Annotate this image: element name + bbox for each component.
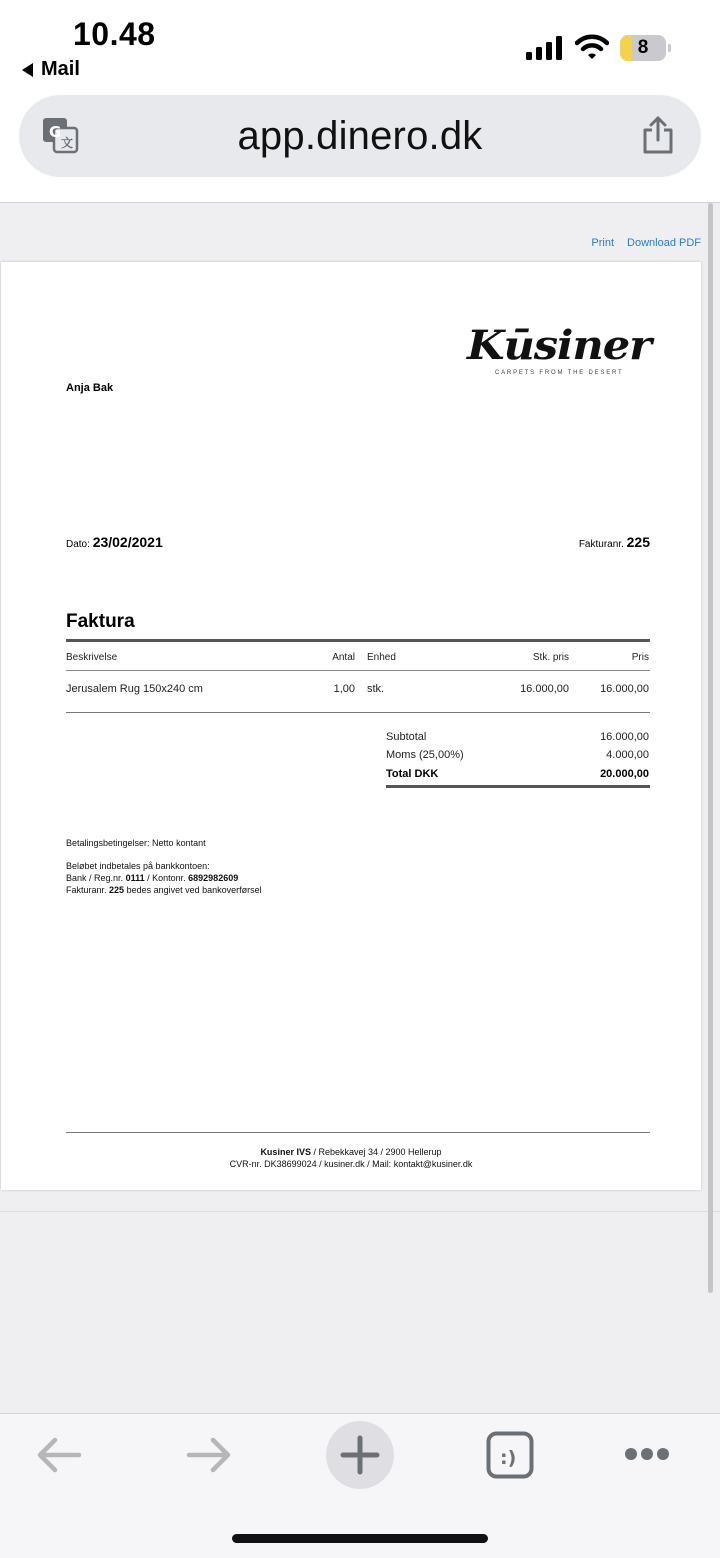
company-logo: [467, 324, 649, 384]
invoice-title: Faktura: [66, 611, 135, 632]
column-description: Beskrivelse: [66, 652, 118, 663]
subtotal-label: Subtotal: [386, 731, 427, 743]
battery-level: 8: [637, 37, 649, 58]
totals-rule: [386, 785, 650, 788]
column-quantity: Antal: [332, 652, 355, 663]
footer-contact: CVR-nr. DK38699024 / kusiner.dk / Mail: kontakt@kusiner.dk: [229, 1159, 473, 1169]
line-price: 16.000,00: [600, 683, 649, 695]
browser-bottom-bar: [0, 1413, 720, 1558]
reference-suffix: bedes angivet ved bankoverførsel: [126, 885, 262, 895]
arrow-left-icon[interactable]: [36, 1436, 82, 1474]
column-price: Pris: [631, 652, 649, 663]
back-to-mail-button[interactable]: [22, 58, 80, 81]
translate-icon[interactable]: [41, 116, 79, 154]
plus-icon: [326, 1421, 394, 1489]
invoice-viewer: [0, 203, 720, 1413]
footer-address: [1, 1147, 701, 1157]
back-app-label: Mail: [41, 58, 80, 80]
cellular-signal-icon: [526, 36, 564, 60]
account-prefix: / Kontonr.: [147, 873, 186, 883]
reg-number: 0111: [125, 873, 145, 883]
reference-prefix: Fakturanr.: [66, 885, 107, 895]
footer-address-text: / Rebekkavej 34 / 2900 Hellerup: [313, 1147, 442, 1157]
vat-value: 4.000,00: [606, 749, 649, 761]
bank-account-line: [66, 872, 262, 884]
reference-number: 225: [109, 885, 125, 895]
line-unit-price: 16.000,00: [520, 683, 569, 695]
tabs-icon[interactable]: [486, 1431, 534, 1479]
table-bottom-rule: [66, 712, 650, 713]
pay-to-label: Beløbet indbetales på bankkontoen:: [66, 861, 210, 871]
date-value: 23/02/2021: [92, 534, 163, 550]
payment-reference-line: [66, 884, 262, 896]
customer-name: Anja Bak: [66, 382, 114, 394]
table-header-rule: [66, 670, 650, 671]
account-number: 6892982609: [188, 873, 239, 883]
line-quantity: 1,00: [333, 683, 355, 695]
total-value: 20.000,00: [600, 768, 649, 780]
viewer-divider: [0, 1211, 720, 1212]
bank-info: [66, 860, 262, 896]
svg-text::): :): [500, 1447, 517, 1469]
download-pdf-link[interactable]: Download PDF: [627, 237, 701, 249]
svg-text:G: G: [49, 123, 62, 141]
status-time: 10.48: [73, 16, 156, 52]
payment-terms: Betalingsbetingelser: Netto kontant: [66, 838, 206, 848]
column-unit: Enhed: [367, 652, 396, 663]
status-bar: [0, 0, 720, 90]
invoice-number-value: 225: [626, 534, 650, 550]
battery-icon: [620, 35, 672, 61]
new-tab-button[interactable]: [326, 1421, 394, 1489]
viewer-toolbar: [591, 237, 701, 249]
back-triangle-icon: [22, 63, 33, 77]
wifi-icon: [575, 34, 609, 60]
more-icon[interactable]: [624, 1447, 670, 1461]
url-text[interactable]: app.dinero.dk: [237, 114, 483, 158]
logo-wordmark: Kūsiner: [467, 322, 651, 369]
svg-text:文: 文: [61, 136, 74, 150]
arrow-right-icon[interactable]: [186, 1436, 232, 1474]
line-unit: stk.: [367, 683, 385, 695]
subtotal-value: 16.000,00: [600, 731, 649, 743]
scrollbar[interactable]: [708, 203, 713, 1293]
address-bar[interactable]: [19, 95, 701, 177]
logo-tagline: CARPETS FROM THE DESERT: [495, 370, 624, 376]
invoice-number-label: Fakturanr.: [578, 539, 624, 550]
vat-label: Moms (25,00%): [386, 749, 464, 761]
footer-company: Kusiner IVS: [260, 1147, 311, 1157]
invoice-number: [579, 534, 650, 550]
footer-rule: [66, 1132, 650, 1133]
table-top-rule: [66, 639, 650, 642]
line-description: Jerusalem Rug 150x240 cm: [66, 683, 203, 695]
invoice-page: [1, 262, 701, 1190]
bank-prefix: Bank / Reg.nr.: [66, 873, 124, 883]
total-label: Total DKK: [386, 768, 439, 780]
column-unit-price: Stk. pris: [532, 652, 569, 663]
share-icon[interactable]: [640, 115, 676, 155]
date-label: Dato:: [66, 539, 90, 550]
home-indicator: [232, 1534, 488, 1543]
invoice-date: [66, 534, 163, 550]
print-link[interactable]: Print: [591, 237, 615, 249]
